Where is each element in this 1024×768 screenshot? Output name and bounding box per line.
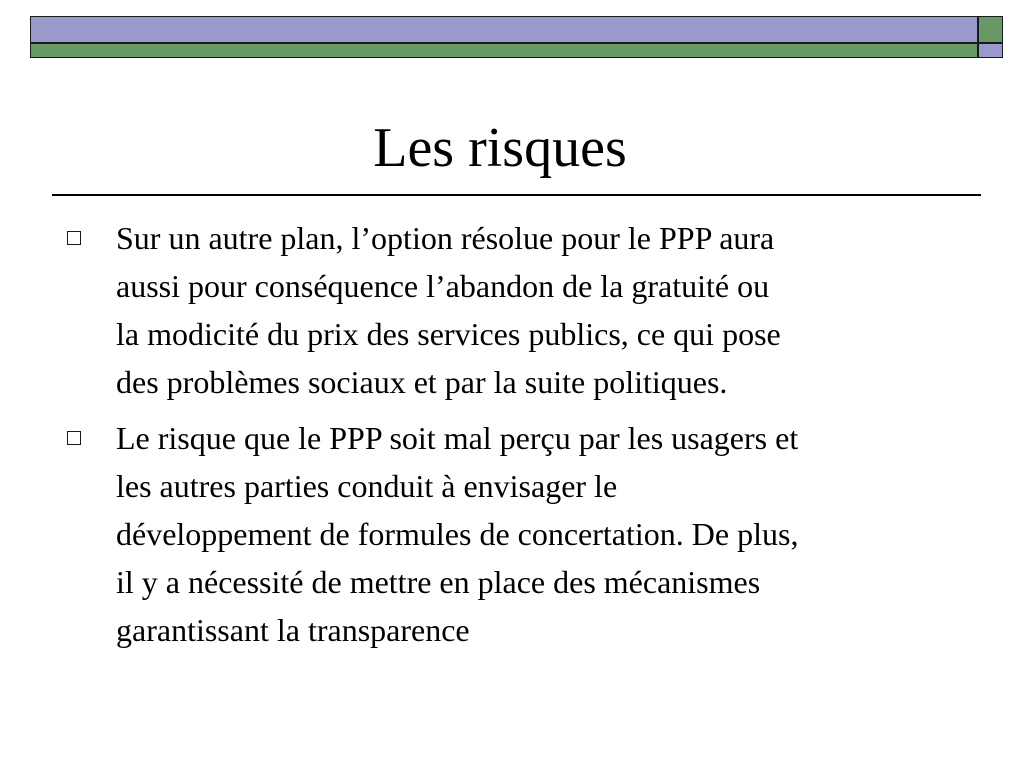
bullet-line: Sur un autre plan, l’option résolue pour le PPP aura <box>116 220 775 256</box>
bullet-line: les autres parties conduit à envisager le <box>116 468 618 504</box>
bullet-line: la modicité du prix des services publics, ce qui pose <box>116 316 781 352</box>
corner-square-top <box>978 16 1003 43</box>
bullet-line: Le risque que le PPP soit mal perçu par les usagers et <box>116 420 799 456</box>
header-band-top <box>30 16 978 43</box>
square-bullet-icon <box>67 431 81 445</box>
bullet-line: il y a nécessité de mettre en place des mécanismes <box>116 564 761 600</box>
title-underline <box>52 194 981 196</box>
slide-title: Les risques <box>373 117 627 179</box>
bullet-list <box>62 214 982 662</box>
bullet-line: développement de formules de concertation. De plus, <box>116 516 799 552</box>
corner-square-bottom <box>978 43 1003 58</box>
bullet-item <box>62 214 982 406</box>
bullet-line: des problèmes sociaux et par la suite politiques. <box>116 364 728 400</box>
square-bullet-icon <box>67 231 81 245</box>
header-band-bottom <box>30 43 978 58</box>
bullet-item <box>62 414 982 654</box>
bullet-line: garantissant la transparence <box>116 612 470 648</box>
bullet-line: aussi pour conséquence l’abandon de la gratuité ou <box>116 268 770 304</box>
